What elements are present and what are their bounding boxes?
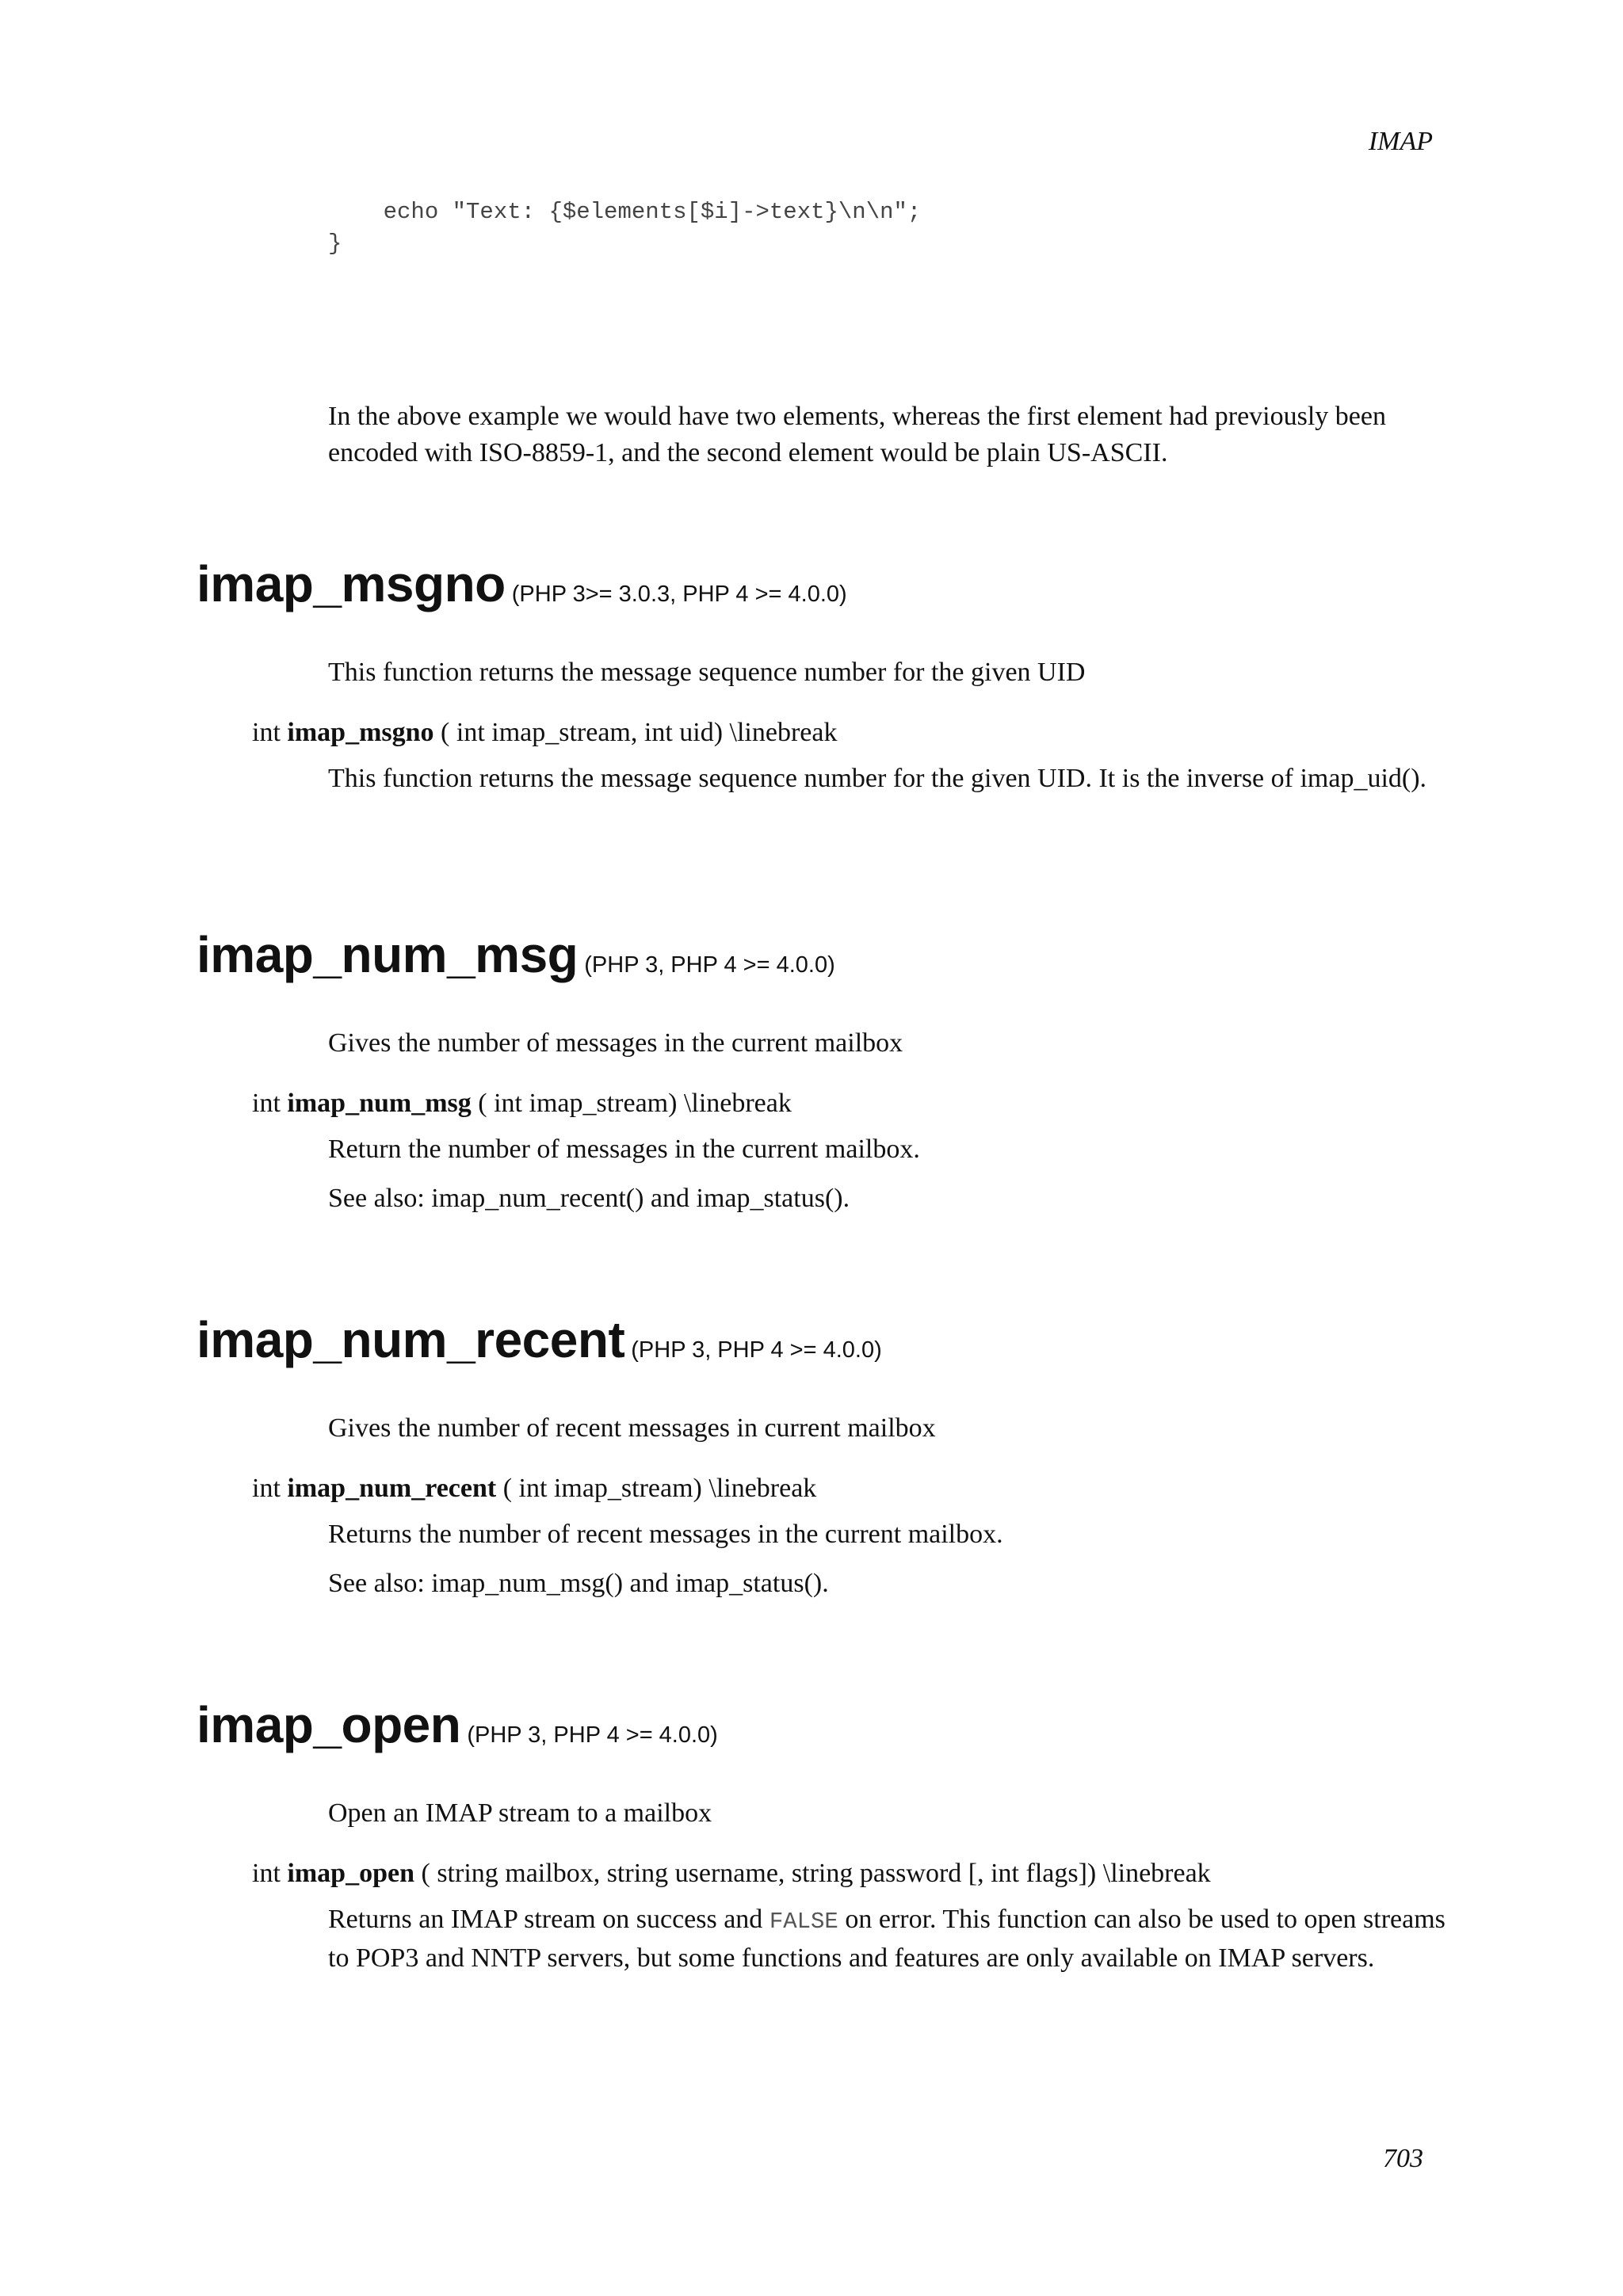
function-summary: Open an IMAP stream to a mailbox	[328, 1798, 712, 1828]
function-description: This function returns the message sequence number for the given UID. It is the inverse of imap_uid().	[328, 764, 1427, 793]
code-line: }	[328, 231, 342, 257]
function-see-also: See also: imap_num_msg() and imap_status().	[328, 1569, 829, 1598]
function-heading	[197, 1310, 1465, 1369]
signature-return-type: int	[252, 1859, 281, 1888]
signature-arguments: ( int imap_stream) \linebreak	[502, 1474, 817, 1503]
intro-paragraph: In the above example we would have two elements, whereas the first element had previously been encoded with ISO-8859-1, and the second element would be plain US-ASCII.	[328, 402, 1386, 467]
function-heading	[197, 1695, 1465, 1754]
function-version: (PHP 3, PHP 4 >= 4.0.0)	[584, 952, 835, 978]
function-description	[328, 1901, 1453, 1977]
function-heading	[197, 925, 1465, 984]
running-header-title: IMAP	[1368, 127, 1433, 156]
function-see-also: See also: imap_num_recent() and imap_status().	[328, 1184, 850, 1213]
function-signature	[252, 1470, 1465, 1507]
function-description: Returns the number of recent messages in the current mailbox.	[328, 1520, 1003, 1549]
description-text: on error. This function can also be used to open streams to POP3 and NNTP servers, but some functions and features are only available on IMAP servers.	[328, 1905, 1445, 1973]
description-text: Returns an IMAP stream on success and	[328, 1905, 763, 1934]
signature-return-type: int	[252, 718, 281, 747]
function-signature	[252, 715, 1465, 751]
function-summary: Gives the number of recent messages in current mailbox	[328, 1413, 936, 1443]
page-number: 703	[1383, 2144, 1423, 2173]
function-name: imap_open	[197, 1696, 461, 1753]
code-example-tail	[328, 196, 921, 260]
function-entry-imap-num-msg	[197, 925, 1465, 1217]
signature-function-name: imap_open	[287, 1859, 414, 1888]
signature-function-name: imap_num_msg	[287, 1089, 472, 1118]
function-heading	[197, 555, 1465, 613]
signature-arguments: ( string mailbox, string username, string password [, int flags]) \linebreak	[421, 1859, 1211, 1888]
function-entry-imap-msgno	[197, 555, 1465, 797]
signature-return-type: int	[252, 1089, 281, 1118]
function-name: imap_num_recent	[197, 1311, 625, 1368]
function-version: (PHP 3, PHP 4 >= 4.0.0)	[467, 1722, 718, 1748]
function-entry-imap-num-recent	[197, 1310, 1465, 1602]
function-summary: This function returns the message sequence number for the given UID	[328, 658, 1086, 687]
function-version: (PHP 3>= 3.0.3, PHP 4 >= 4.0.0)	[511, 582, 847, 607]
function-name: imap_msgno	[197, 555, 506, 612]
signature-function-name: imap_msgno	[287, 718, 434, 747]
function-signature	[252, 1085, 1465, 1122]
function-signature	[252, 1855, 1465, 1892]
signature-arguments: ( int imap_stream) \linebreak	[478, 1089, 792, 1118]
code-line: echo "Text: {$elements[$i]->text}\n\n";	[328, 199, 922, 225]
function-description: Return the number of messages in the current mailbox.	[328, 1135, 920, 1164]
false-constant: FALSE	[769, 1909, 838, 1935]
signature-function-name: imap_num_recent	[287, 1474, 497, 1503]
function-summary: Gives the number of messages in the current mailbox	[328, 1028, 903, 1058]
signature-return-type: int	[252, 1474, 281, 1503]
function-version: (PHP 3, PHP 4 >= 4.0.0)	[631, 1337, 882, 1363]
signature-arguments: ( int imap_stream, int uid) \linebreak	[441, 718, 838, 747]
function-name: imap_num_msg	[197, 926, 579, 983]
function-entry-imap-open	[197, 1695, 1465, 1977]
